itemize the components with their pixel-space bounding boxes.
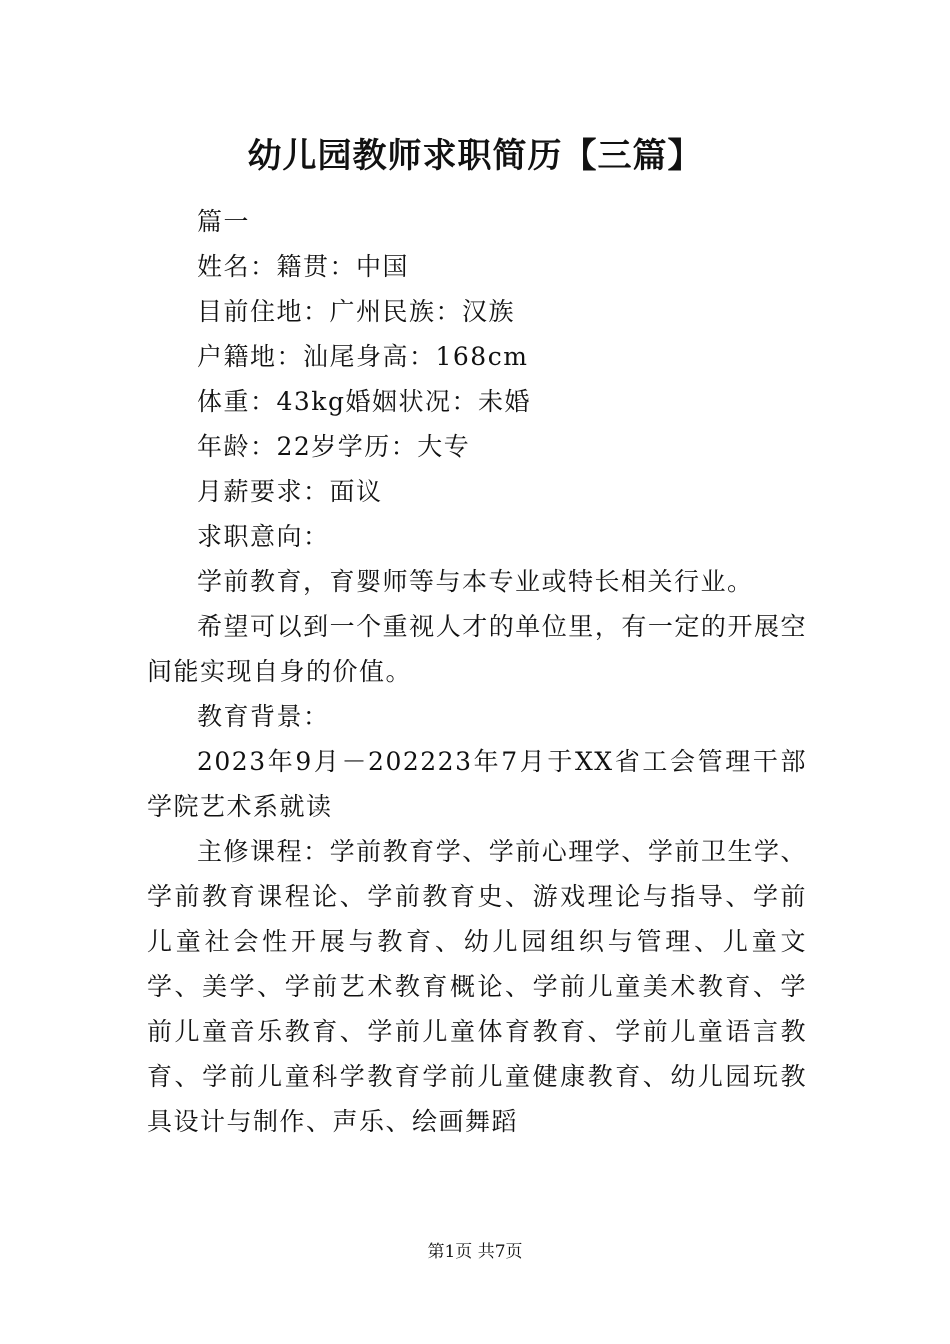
paragraph-name-origin: 姓名：籍贯：中国 [197,252,410,281]
paragraph-job-intent: 学前教育，育婴师等与本专业或特长相关行业。 [197,567,754,596]
paragraph-education-heading: 教育背景： [197,702,330,731]
document-title: 幼儿园教师求职简历【三篇】 [247,136,703,176]
page-footer: 第1页 共7页 [427,1242,523,1262]
paragraph-hukou-height: 户籍地：汕尾身高：168cm [197,342,529,371]
paragraph-courses: 主修课程：学前教育学、学前心理学、学前卫生学、学前教育课程论、学前教育史、游戏理论与指导、学前儿童社会性开展与教育、幼儿园组织与管理、儿童文学、美学、学前艺术教育概论、学前儿童美术教育、学前儿童音乐教育、学前儿童体育教育、学前儿童语言教育、学前儿童科学教育学前儿童健康教育、幼儿园玩教具设计与制作、声乐、绘画舞蹈 [147,837,807,1136]
paragraph-weight-marital: 体重：43kg婚姻状况：未婚 [197,387,531,416]
paragraph-education-detail: 2023年9月－202223年7月于XX省工会管理干部学院艺术系就读 [147,747,807,821]
paragraph-aspiration: 希望可以到一个重视人才的单位里，有一定的开展空间能实现自身的价值。 [147,612,807,686]
paragraph-age-education: 年龄：22岁学历：大专 [197,432,471,461]
paragraph-salary: 月薪要求：面议 [197,477,383,506]
paragraph-section-heading: 篇一 [197,207,251,236]
paragraph-job-intent-heading: 求职意向： [197,522,330,551]
paragraph-residence-ethnicity: 目前住地：广州民族：汉族 [197,297,516,326]
document-body [147,199,807,1144]
